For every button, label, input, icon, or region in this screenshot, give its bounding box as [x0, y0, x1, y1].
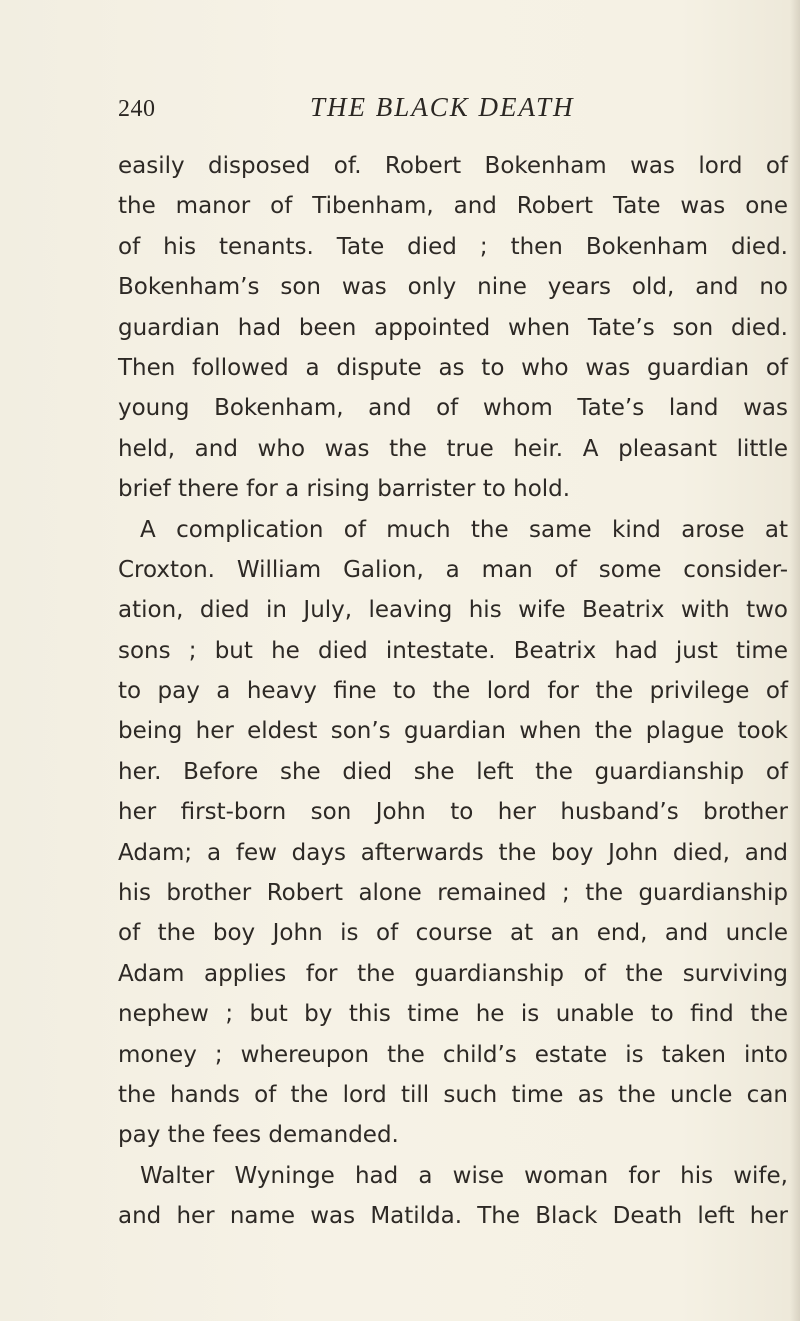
text-line: the manor of Tibenham, and Robert Tate was one [118, 193, 788, 220]
text-line: easily disposed of. Robert Bokenham was lord of [118, 153, 788, 179]
text-line: brief there for a rising barrister to hold. [118, 476, 571, 503]
text-line: held, and who was the true heir. A pleasant little [118, 435, 788, 462]
page-edge-shadow [790, 0, 800, 1321]
text-line: the hands of the lord till such time as the uncle can [118, 1081, 788, 1108]
text-line: Then followed a dispute as to who was guardian of [118, 354, 788, 381]
text-line: being her eldest son’s guardian when the plague took [118, 718, 788, 745]
text-line: his brother Robert alone remained ; the guardianship [118, 880, 788, 907]
text-line: and her name was Matilda. The Black Death left her [118, 1203, 788, 1230]
text-line: Adam applies for the guardianship of the surviving [118, 960, 788, 987]
text-line: Croxton. William Galion, a man of some consider- [118, 556, 788, 583]
text-line: money ; whereupon the child’s estate is taken into [118, 1041, 788, 1068]
text-line: nephew ; but by this time he is unable to find the [118, 1001, 788, 1028]
text-line: Adam; a few days afterwards the boy John died, and [118, 839, 788, 866]
text-line: sons ; but he died intestate. Beatrix had just time [118, 637, 788, 664]
text-line: her. Before she died she left the guardianship of [118, 758, 788, 785]
text-line: her first-born son John to her husband’s brother [118, 799, 788, 826]
text-line: pay the fees demanded. [118, 1122, 399, 1149]
running-head: THE BLACK DEATH [310, 92, 575, 122]
text-line: of the boy John is of course at an end, and uncle [118, 920, 788, 947]
text-line: to pay a heavy fine to the lord for the privilege of [118, 678, 788, 705]
text-line: Walter Wyninge had a wise woman for his wife, [140, 1162, 788, 1189]
text-line: ation, died in July, leaving his wife Beatrix with two [118, 597, 788, 624]
text-line: guardian had been appointed when Tate’s son died. [118, 314, 788, 341]
text-line: Bokenham’s son was only nine years old, and no [118, 274, 788, 301]
text-line: of his tenants. Tate died ; then Bokenham died. [118, 233, 788, 260]
body-text [118, 146, 788, 1237]
page-number: 240 [118, 96, 156, 122]
text-line: young Bokenham, and of whom Tate’s land was [118, 395, 788, 422]
page-header [118, 92, 788, 132]
text-line: A complication of much the same kind arose at [140, 516, 788, 543]
